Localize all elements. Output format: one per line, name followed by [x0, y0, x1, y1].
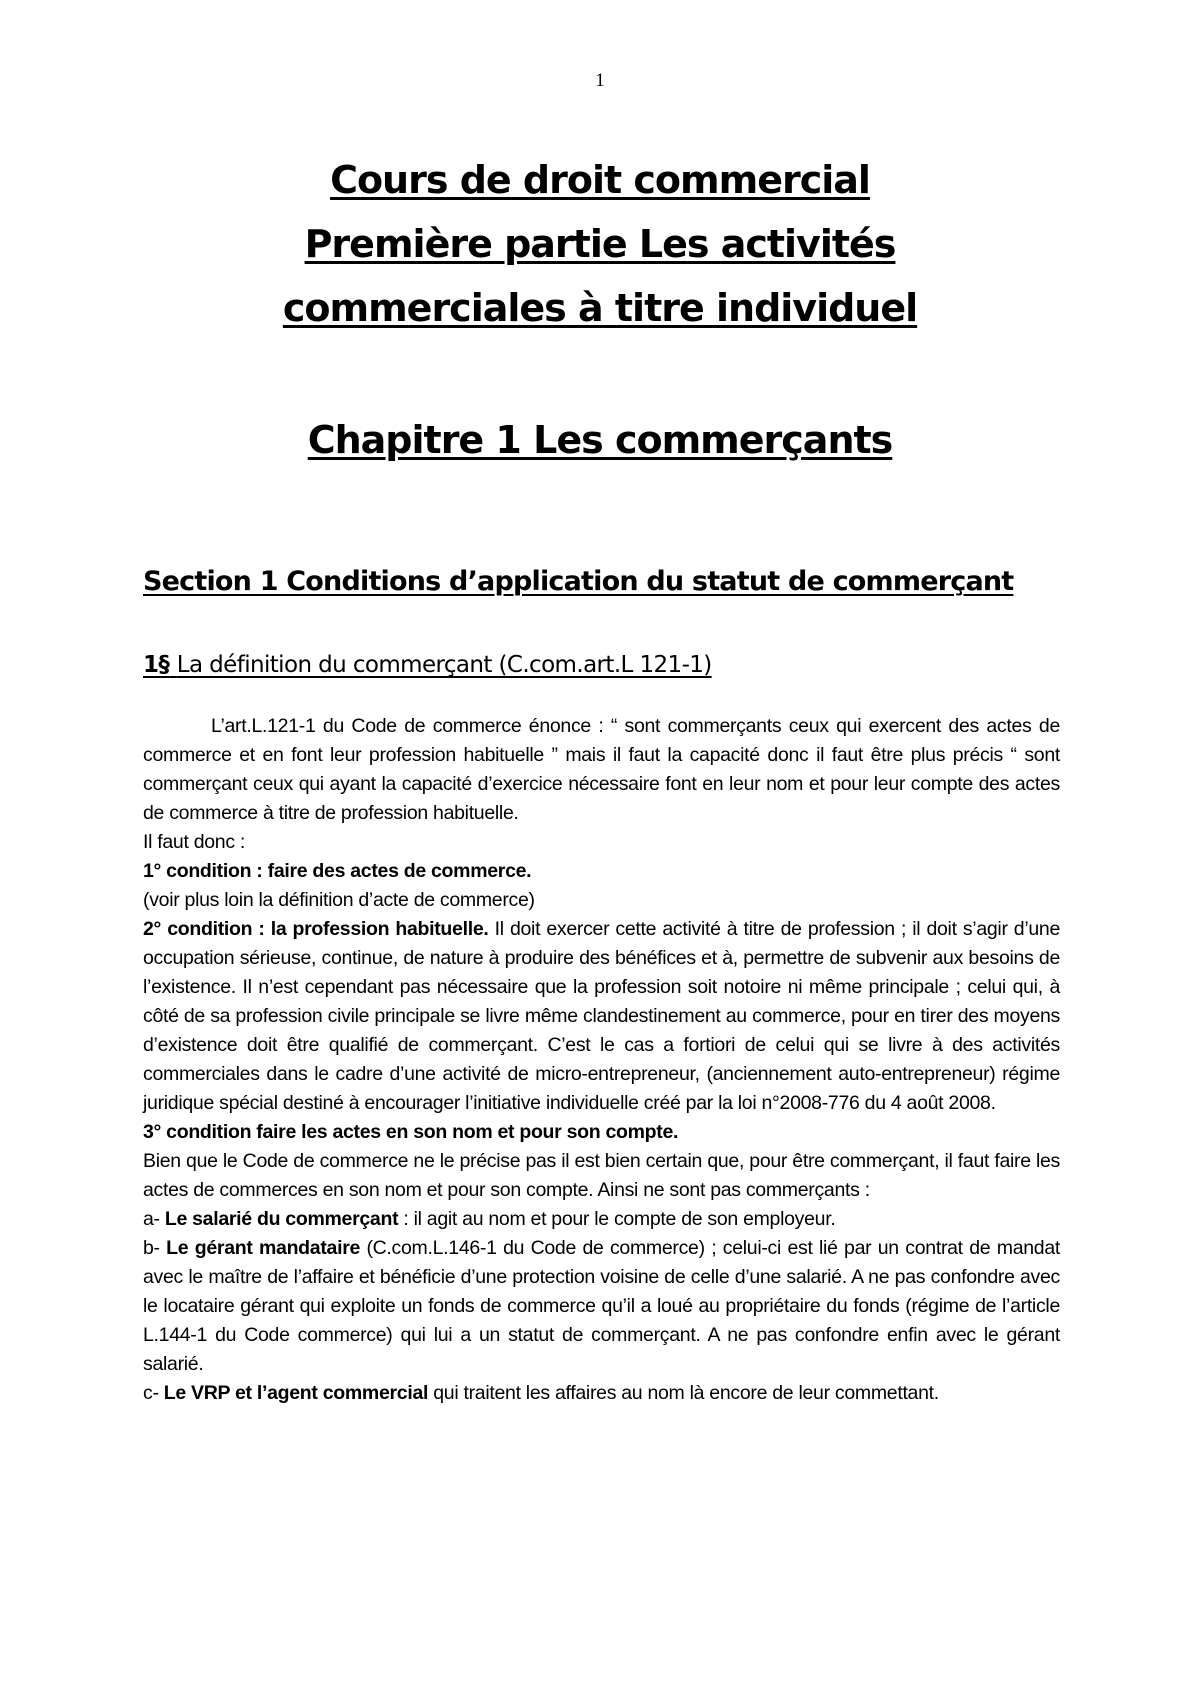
il-faut-line: Il faut donc :: [143, 831, 246, 853]
condition-3-label: 3° condition faire les actes en son nom et pour son compte.: [143, 1121, 679, 1143]
condition-2-label: 2° condition : la profession habituelle.: [143, 918, 489, 940]
condition-2-text: Il doit exercer cette activité à titre de profession ; il doit s’agir d’une occupation sérieuse, continue, de nature à produire des bénéfices et à, permettre de subvenir aux besoins de l’existence. Il n’est cependant pas nécessaire que la profession soit notoire ni même principale ; celui qui, à côté de sa profession civile principale se livre même clandestinement au commerce, pour en tirer des moyens d’existence doit être qualifié de commerçant. C’est le cas a fortiori de celui qui se livre à des activités commerciales dans le cadre d’une activité de micro-entrepreneur, (anciennement auto-entrepreneur) régime juridique spécial destiné à encourager l’initiative individuelle créé par la loi n°2008-776 du 4 août 2008.: [143, 918, 1060, 1114]
chapter-heading: [0, 408, 1200, 472]
list-item-b-label: Le gérant mandataire: [166, 1237, 361, 1259]
title-line-1: Cours de droit commercial: [330, 158, 870, 202]
chapter-title: Chapitre 1 Les commerçants: [307, 418, 893, 462]
list-item-b-text: (C.com.L.146-1 du Code de commerce) ; celui-ci est lié par un contrat de mandat avec le maître de l’affaire et bénéficie d’une protection voisine de celle d’une salarié. A ne pas confondre avec le locataire gérant qui exploite un fonds de commerce qu’il a loué au propriétaire du fonds (régime de l’article L.144-1 du Code commerce) qui lui a un statut de commerçant. A ne pas confondre enfin avec le gérant salarié.: [143, 1237, 1060, 1375]
subsection-title: La définition du commerçant (C.com.art.L 121-1): [176, 652, 712, 678]
list-item-a: [143, 1205, 1060, 1234]
document-title: [0, 148, 1200, 340]
list-item-b: [143, 1234, 1060, 1379]
subsection-number: 1§: [143, 652, 170, 678]
list-item-a-text: : il agit au nom et pour le compte de son employeur.: [398, 1208, 836, 1230]
condition-3: [143, 1118, 1060, 1147]
list-item-c: [143, 1379, 1060, 1408]
list-item-b-prefix: b-: [143, 1237, 167, 1259]
intro-paragraph: L’art.L.121-1 du Code de commerce énonce : “ sont commerçants ceux qui exercent des actes de commerce et en font leur profession habituelle ” mais il faut la capacité donc il faut être plus précis “ sont commerçant ceux qui ayant la capacité d’exercice nécessaire font en leur nom et pour leur compte des actes de commerce à titre de profession habituelle.: [143, 715, 1060, 824]
condition-1-label: 1° condition : faire des actes de commerce.: [143, 860, 532, 882]
document-body: [143, 712, 1060, 1408]
list-item-c-text: qui traitent les affaires au nom là encore de leur commettant.: [428, 1382, 939, 1404]
title-line-2: Première partie Les activités: [304, 222, 896, 266]
subsection-heading: [143, 652, 712, 678]
condition-2: [143, 915, 1060, 1118]
list-item-a-prefix: a-: [143, 1208, 165, 1230]
list-item-c-prefix: c-: [143, 1382, 164, 1404]
title-line-3: commerciales à titre individuel: [282, 286, 918, 330]
condition-3-text: Bien que le Code de commerce ne le précise pas il est bien certain que, pour être commerçant, il faut faire les actes de commerces en son nom et pour son compte. Ainsi ne sont pas commerçants :: [143, 1150, 1060, 1201]
condition-1-note: (voir plus loin la définition d’acte de commerce): [143, 889, 535, 911]
section-heading: Section 1 Conditions d’application du statut de commerçant: [143, 566, 1014, 597]
condition-1: [143, 857, 1060, 886]
page-number: 1: [595, 70, 605, 91]
list-item-a-label: Le salarié du commerçant: [164, 1208, 399, 1230]
list-item-c-label: Le VRP et l’agent commercial: [163, 1382, 429, 1404]
